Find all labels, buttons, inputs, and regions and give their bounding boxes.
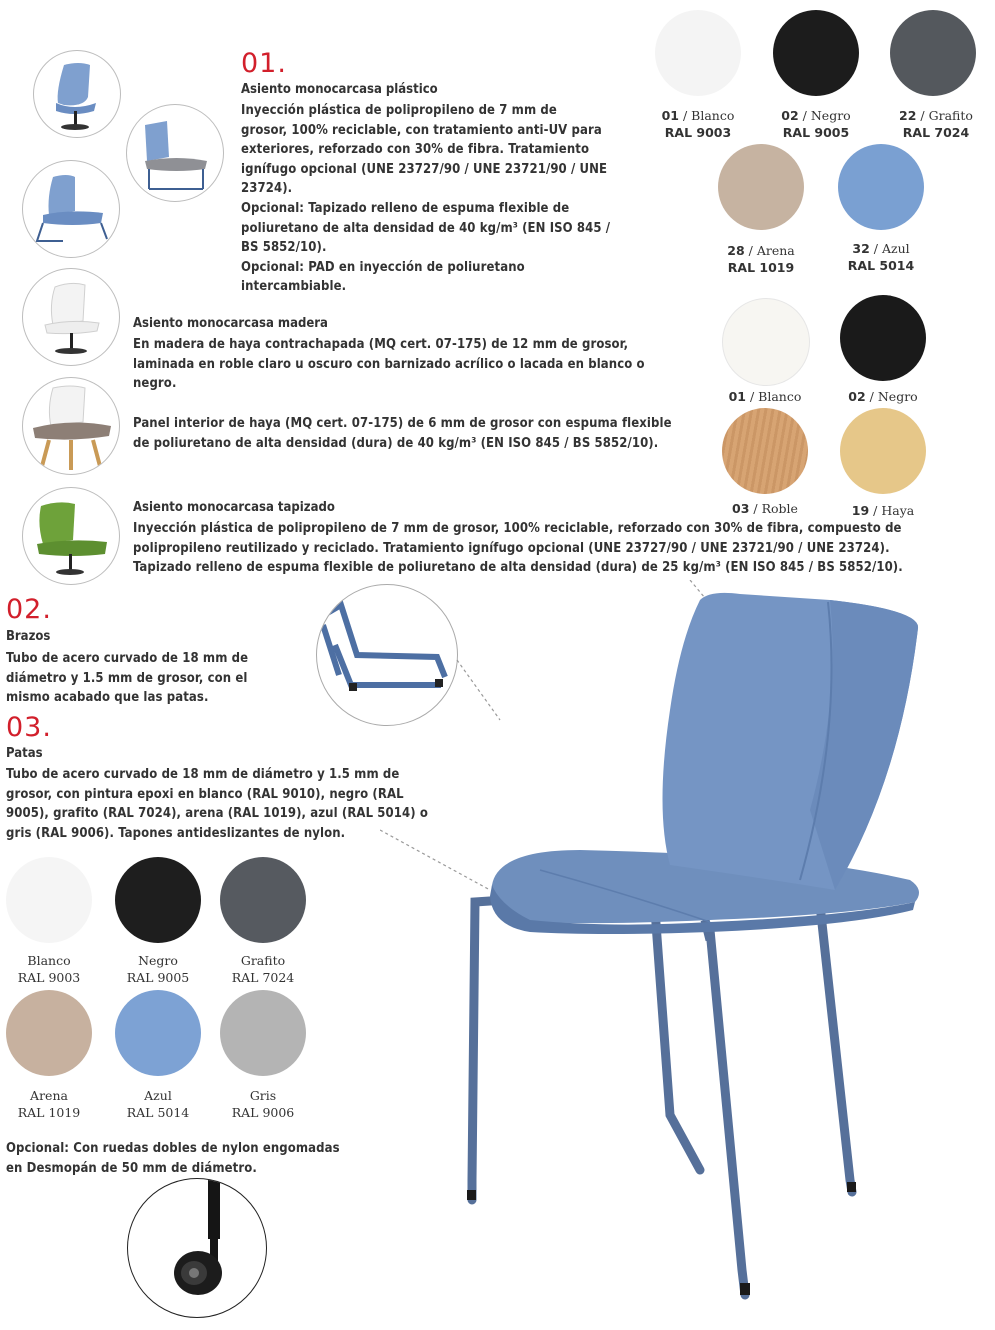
swatch-leg-blanco — [6, 857, 92, 943]
swatch-label-wood-roble: 03 / Roble — [732, 501, 798, 516]
swatch-plastic-azul — [838, 144, 924, 230]
swatch-plastic-blanco — [655, 10, 741, 96]
swatch-label-plastic-arena: 28 / Arena RAL 1019 — [727, 243, 795, 275]
swatch-label-wood-haya: 19 / Haya — [851, 503, 915, 518]
section-number-01: 01. — [241, 48, 287, 79]
wood-panel-description: Panel interior de haya (MQ cert. 07-175) de 6 mm de grosor con espuma flexible de poliuretano de alta densidad (dura) de 40 kg/m³ (EN ISO 845 / BS 5852/10). — [133, 416, 672, 451]
swatch-label-leg-negro: Negro RAL 9005 — [126, 953, 190, 985]
caster-detail-image — [127, 1178, 267, 1318]
arms-description: Tubo de acero curvado de 18 mm de diámetro y 1.5 mm de grosor, con el mismo acabado que las patas. — [6, 651, 249, 706]
thumb-sled-plastic-chair — [22, 160, 120, 258]
upholstered-seat-description: Inyección plástica de polipropileno de 7 mm de grosor, 100% reciclable, reforzado con 30% de fibra, compuesto de polipropileno reutilizado y reciclado. Tratamiento ignífugo opcional (UNE 23727/90 / UNE 23721/90 / UNE 23724). Tapizado relleno de espuma flexible de poliuretano de alta densidad (dura) de 25 kg/m³ (EN ISO 845 / BS 5852/10). — [133, 521, 903, 576]
arms-title: Brazos — [6, 629, 51, 644]
swatch-label-plastic-negro: 02 / Negro RAL 9005 — [781, 108, 851, 140]
swatch-label-leg-azul: Azul RAL 5014 — [126, 1088, 190, 1120]
swatch-label-wood-blanco: 01 / Blanco — [728, 389, 802, 404]
swatch-leg-negro — [115, 857, 201, 943]
main-chair-image — [380, 580, 980, 1320]
swatch-plastic-arena — [718, 144, 804, 230]
thumb-sled-upholstered-chair — [126, 104, 224, 202]
plastic-seat-description: Inyección plástica de polipropileno de 7 mm de grosor, 100% reciclable, con tratamiento anti-UV para exteriores, reforzado con 30% de fibra. Tratamiento ignífugo opcional (UNE 23727/90 / UNE 23721/90 / UNE 23724). Opcional: Tapizado relleno de espuma flexible de poliuretano de alta densidad de 40 kg/m³ (EN ISO 845 / BS 5852/10). Opcional: PAD en inyección de poliuretano intercambiable. — [241, 103, 611, 295]
swatch-leg-azul — [115, 990, 201, 1076]
wood-seat-title: Asiento monocarcasa madera — [133, 316, 328, 331]
swatch-label-wood-negro: 02 / Negro — [848, 389, 918, 404]
swatch-label-leg-blanco: Blanco RAL 9003 — [17, 953, 81, 985]
swatch-plastic-grafito — [890, 10, 976, 96]
thumb-swivel-plastic-chair — [33, 50, 121, 138]
casters-optional-note: Opcional: Con ruedas dobles de nylon engomadas en Desmopán de 50 mm de diámetro. — [6, 1141, 340, 1176]
thumb-wood-legs-pad-chair — [22, 377, 120, 475]
thumb-swivel-wood-white-chair — [22, 268, 120, 366]
section-number-03: 03. — [6, 712, 52, 743]
upholstered-seat-title: Asiento monocarcasa tapizado — [133, 500, 335, 515]
swatch-wood-blanco — [722, 298, 810, 386]
swatch-leg-gris — [220, 990, 306, 1076]
wood-seat-description: En madera de haya contrachapada (MQ cert. 07-175) de 12 mm de grosor, laminada en roble claro u oscuro con barnizado acrílico o lacada en blanco o negro. — [133, 337, 645, 392]
swatch-label-plastic-grafito: 22 / Grafito RAL 7024 — [899, 108, 973, 140]
swatch-leg-arena — [6, 990, 92, 1076]
legs-description: Tubo de acero curvado de 18 mm de diámetro y 1.5 mm de grosor, con pintura epoxi en blanco (RAL 9010), negro (RAL 9005), grafito (RAL 7024), arena (RAL 1019), azul (RAL 5014) o gris (RAL 9006). Tapones antideslizantes de nylon. — [6, 767, 428, 841]
plastic-seat-title: Asiento monocarcasa plástico — [241, 82, 438, 97]
swatch-label-leg-gris: Gris RAL 9006 — [231, 1088, 295, 1120]
swatch-wood-roble — [722, 408, 808, 494]
section-number-02: 02. — [6, 594, 52, 625]
swatch-label-leg-grafito: Grafito RAL 7024 — [231, 953, 295, 985]
swatch-label-leg-arena: Arena RAL 1019 — [17, 1088, 81, 1120]
swatch-leg-grafito — [220, 857, 306, 943]
swatch-label-plastic-azul: 32 / Azul RAL 5014 — [847, 241, 915, 273]
legs-title: Patas — [6, 746, 43, 761]
swatch-label-plastic-blanco: 01 / Blanco RAL 9003 — [661, 108, 735, 140]
swatch-wood-negro — [840, 295, 926, 381]
thumb-green-upholstered-chair — [22, 487, 120, 585]
swatch-plastic-negro — [773, 10, 859, 96]
swatch-wood-haya — [840, 408, 926, 494]
